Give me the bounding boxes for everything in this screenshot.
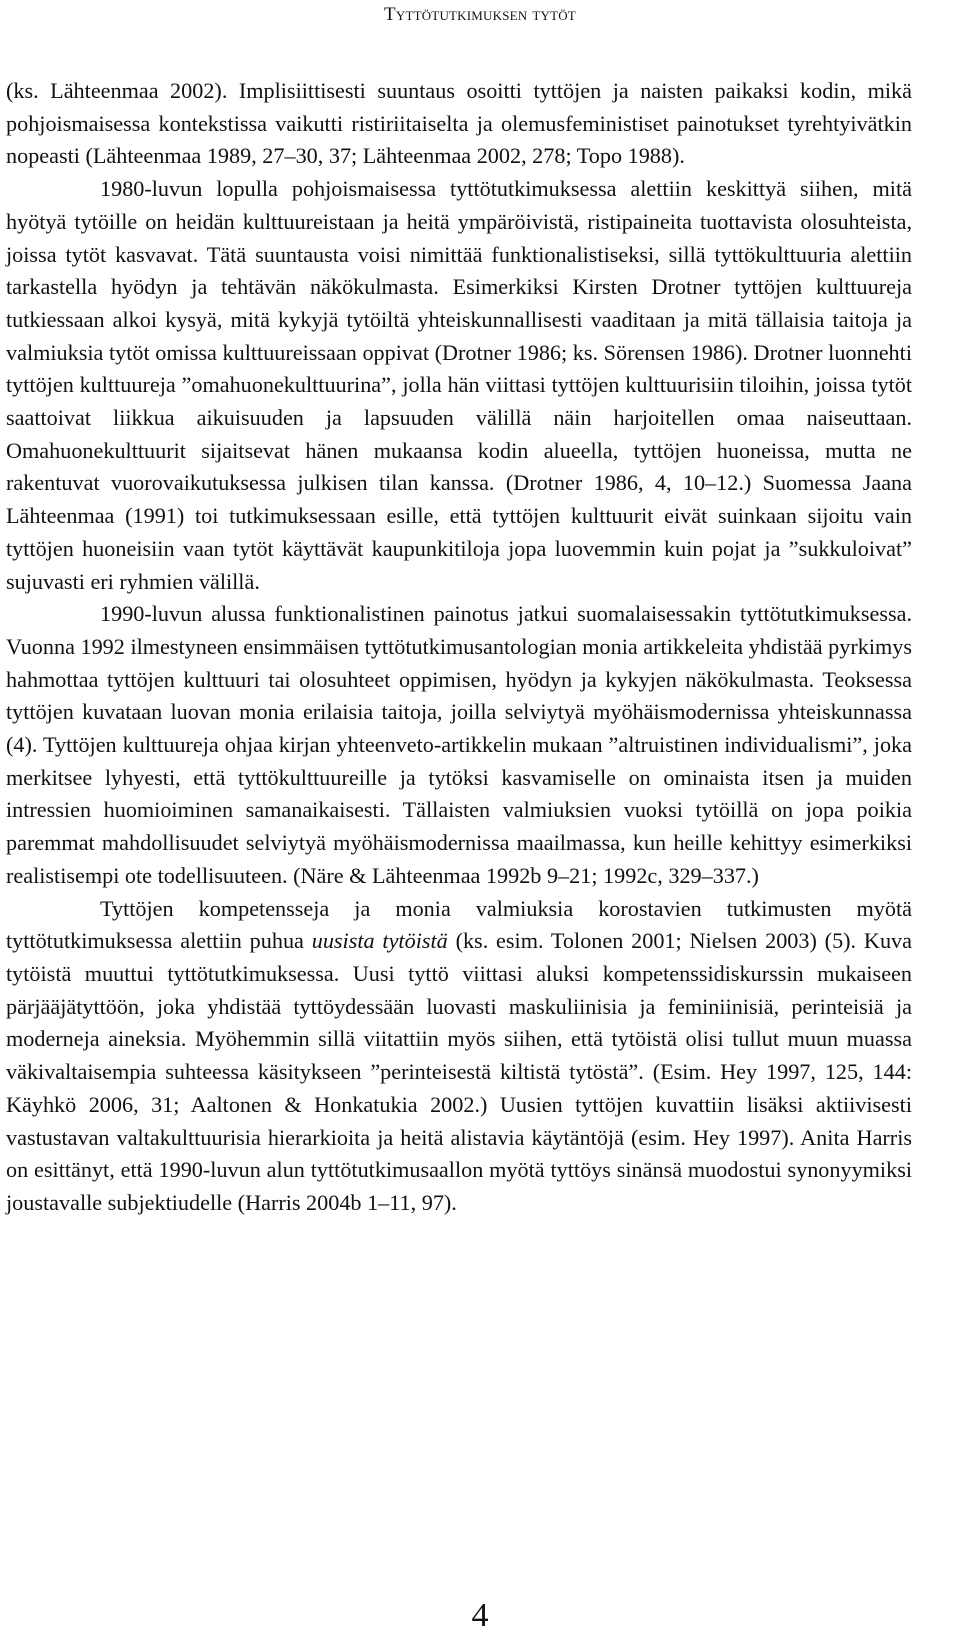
paragraph-4-text-after: (ks. esim. Tolonen 2001; Nielsen 2003) (5). Kuva tytöistä muuttui tyttötutkimuksessa. Uusi tyttö viittasi aluksi kompetenssidiskurssin mukaiseen pärjääjätyttöön, joka yhdistää tyttöydessään luovasti maskuliinisia ja feminiinisiä, perinteisiä ja moderneja aineksia. Myöhemmin sillä viitattiin myös siihen, että tytöistä olisi tullut muun muassa väkivaltaisempia suhteessa käsitykseen ”perinteisestä kiltistä tytöstä”. (Esim. Hey 1997, 125, 144: Käyhkö 2006, 31; Aaltonen & Honkatukia 2002.) Uusien tyttöjen kuvattiin lisäksi aktiivisesti vastustavan valtakulttuurisia hierarkioita ja heitä alistavia käytäntöjä (esim. Hey 1997). Anita Harris on esittänyt, että 1990-luvun alun tyttötutkimusaallon myötä tyttöys sinänsä muodostui synonyymiksi joustavalle subjektiudelle (Harris 2004b 1–11, 97). — [6, 928, 912, 1215]
paragraph-3: 1990-luvun alussa funktionalistinen painotus jatkui suomalaisessakin tyttötutkimuksessa. Vuonna 1992 ilmestyneen ensimmäisen tyttötutkimusantologian monia artikkeleita yhdistää pyrkimys hahmottaa tyttöjen kulttuuri tai olosuhteet oppimisen, hyödyn ja kykyjen näkökulmasta. Teoksessa tyttöjen kuvataan luovan monia erilaisia taitoja, joilla selviytyä myöhäismodernissa yhteiskunnassa (4). Tyttöjen kulttuureja ohjaa kirjan yhteenveto-artikkelin mukaan ”altruistinen individualismi”, joka merkitsee lyhyesti, että tyttökulttuureille ja tytöksi kasvamiselle on ominaista itsen ja muiden intressien huomioiminen samanaikaisesti. Tällaisten valmiuksien vuoksi tytöillä on jopa poikia paremmat mahdollisuudet selviytyä myöhäismodernissa maailmassa, kun heille kehittyy esimerkiksi realistisempi ote todellisuuteen. (Näre & Lähteenmaa 1992b 9–21; 1992c, 329–337.) — [6, 601, 912, 888]
paragraph-1: (ks. Lähteenmaa 2002). Implisiittisesti suuntaus osoitti tyttöjen ja naisten paikaksi kodin, mikä pohjoismaisessa kontekstissa vaikutti ristiriitaiselta ja olemusfeministiset painotukset tyrehtyivätkin nopeasti (Lähteenmaa 1989, 27–30, 37; Lähteenmaa 2002, 278; Topo 1988). — [6, 78, 912, 169]
paragraph-4 — [6, 893, 912, 1220]
body-text — [6, 75, 912, 1220]
paragraph-4-emphasis: uusista tytöistä — [311, 928, 448, 954]
paragraph-4-text-before: Tyttöjen kompetensseja ja monia valmiuksia korostavien tutkimusten myötä tyttötutkimuksessa alettiin puhua — [6, 895, 912, 954]
running-header-title: Tyttötutkimuksen tytöt — [384, 4, 576, 25]
page-number: 4 — [471, 1597, 489, 1634]
paragraph-2: 1980-luvun lopulla pohjoismaisessa tyttötutkimuksessa alettiin keskittyä siihen, mitä hyötyä tytöille on heidän kulttuureistaan ja heitä ympäröivistä, ristipaineita tuottavista olosuhteista, joissa tytöt kasvavat. Tätä suuntausta voisi nimittää funktionalistiseksi, sillä tyttökulttuuria alettiin tarkastella hyödyn ja tehtävän näkökulmasta. Esimerkiksi Kirsten Drotner tyttöjen kulttuureja tutkiessaan alkoi kysyä, mitä kykyjä tytöiltä yhteiskunnallisesti vaaditaan ja mitä tällaisia taitoja ja valmiuksia tytöt omissa kulttuureissaan oppivat (Drotner 1986; ks. Sörensen 1986). Drotner luonnehti tyttöjen kulttuureja ”omahuonekulttuurina”, jolla hän viittasi tyttöjen kulttuurisiin tiloihin, joissa tytöt saattoivat liikkua aikuisuuden ja lapsuuden välillä näin harjoitellen omaa naiseuttaan. Omahuonekulttuurit sijaitsevat hänen mukaansa kodin alueella, tyttöjen huoneissa, mutta ne rakentuvat vuorovaikutuksessa julkisen tilan kanssa. (Drotner 1986, 4, 10–12.) Suomessa Jaana Lähteenmaa (1991) toi tutkimuksessaan esille, että tyttöjen kulttuurit eivät suinkaan sijoitu vain tyttöjen huoneisiin vaan tytöt käyttävät kaupunkitiloja jopa luovemmin kuin pojat ja ”sukkuloivat” sujuvasti eri ryhmien välillä. — [6, 176, 912, 594]
